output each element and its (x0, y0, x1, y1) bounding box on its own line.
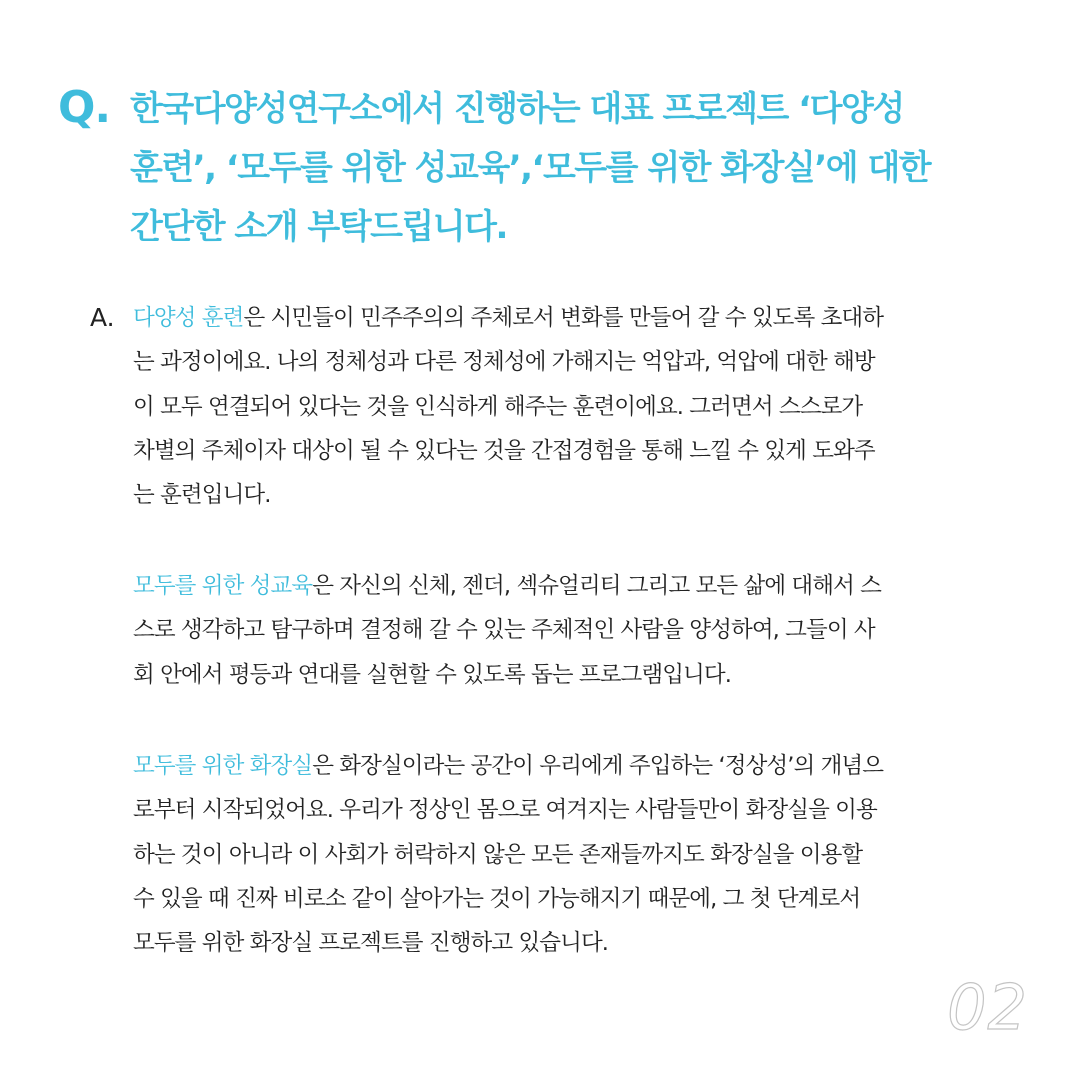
question-text (130, 80, 1020, 257)
answer-line-text: 은 시민들이 민주주의의 주체로서 변화를 만들어 갈 수 있도록 초대하 (243, 305, 884, 331)
page-number: 02 (947, 971, 1028, 1044)
answer-line: 모두를 위한 화장실 프로젝트를 진행하고 있습니다. (133, 930, 609, 957)
answer-line: 는 과정이에요. 나의 정체성과 다른 정체성에 가해지는 억압과, 억압에 대한 해방 (133, 349, 875, 376)
answer-line: 스로 생각하고 탐구하며 결정해 갈 수 있는 주체적인 사람을 양성하여, 그들이 사 (133, 617, 875, 644)
program-name-highlight: 모두를 위한 성교육 (133, 573, 313, 599)
question-line: 훈련’, ‘모두를 위한 성교육’,‘모두를 위한 화장실’에 대한 (130, 148, 931, 188)
answer-paragraph-restroom (133, 744, 1013, 965)
answer-line: 차별의 주체이자 대상이 될 수 있다는 것을 간접경험을 통해 느낄 수 있게 도와주 (133, 437, 875, 464)
program-name-highlight: 다양성 훈련 (133, 305, 244, 331)
answer-line (133, 564, 1013, 608)
program-name-highlight: 모두를 위한 화장실 (133, 753, 313, 779)
question-line: 한국다양성연구소에서 진행하는 대표 프로젝트 ‘다양성 (130, 89, 904, 129)
question-mark-label: Q. (58, 82, 111, 133)
question-line: 간단한 소개 부탁드립니다. (130, 207, 507, 247)
answer-line: 로부터 시작되었어요. 우리가 정상인 몸으로 여겨지는 사람들만이 화장실을 이용 (133, 797, 877, 824)
answer-line: 회 안에서 평등과 연대를 실현할 수 있도록 돕는 프로그램입니다. (133, 661, 731, 688)
answer-line (133, 744, 1013, 788)
answer-line (133, 296, 1013, 340)
answer-line-text: 은 자신의 신체, 젠더, 섹슈얼리티 그리고 모든 삶에 대해서 스 (312, 573, 882, 599)
answer-line: 수 있을 때 진짜 비로소 같이 살아가는 것이 가능해지기 때문에, 그 첫 단계로서 (133, 885, 861, 912)
answer-line: 하는 것이 아니라 이 사회가 허락하지 않은 모든 존재들까지도 화장실을 이용할 (133, 841, 863, 868)
answer-line: 이 모두 연결되어 있다는 것을 인식하게 해주는 훈련이에요. 그러면서 스스로가 (133, 393, 863, 420)
answer-line: 는 훈련입니다. (133, 482, 271, 509)
answer-mark-label: A. (90, 303, 115, 332)
answer-paragraph-sex-education (133, 564, 1013, 697)
answer-paragraph-diversity-training (133, 296, 1013, 517)
answer-line-text: 은 화장실이라는 공간이 우리에게 주입하는 ‘정상성’의 개념으 (312, 753, 884, 779)
